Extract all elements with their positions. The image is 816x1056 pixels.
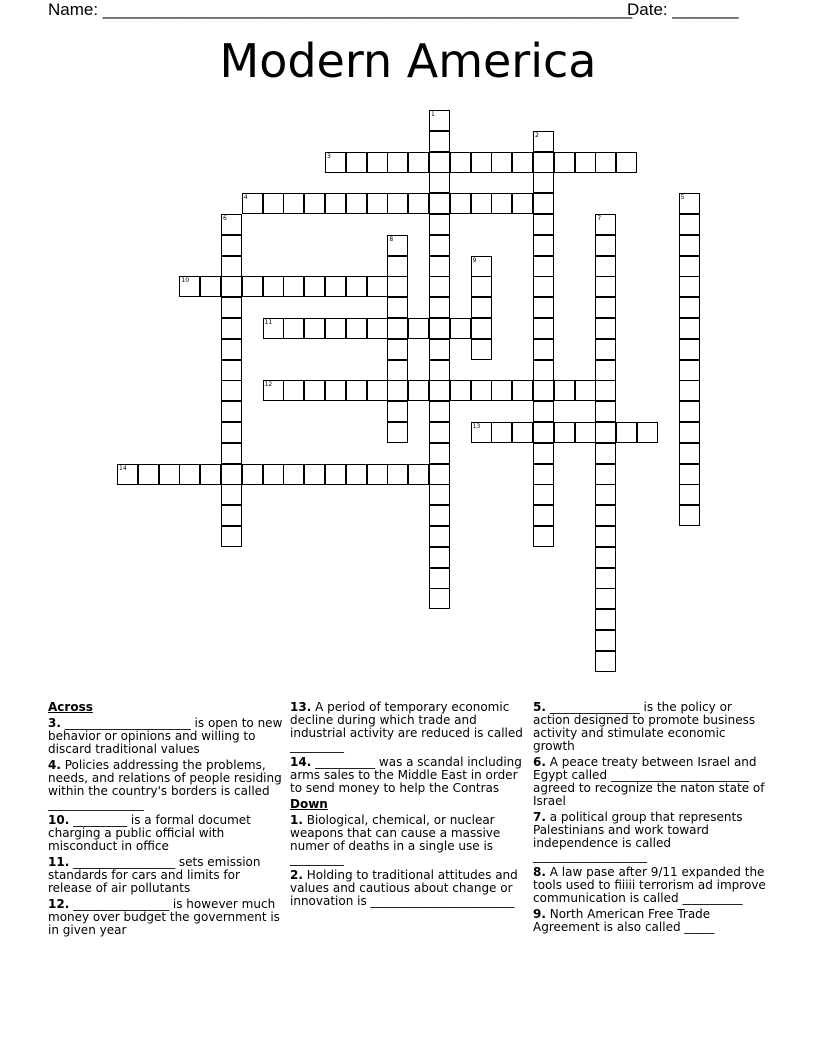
grid-cell[interactable] <box>429 110 450 131</box>
grid-cell[interactable] <box>595 505 616 526</box>
grid-cell[interactable] <box>429 235 450 256</box>
grid-cell[interactable] <box>387 318 408 339</box>
grid-cell[interactable] <box>346 318 367 339</box>
grid-cell[interactable] <box>387 256 408 277</box>
grid-cell[interactable] <box>221 214 242 235</box>
grid-cell[interactable] <box>179 464 200 485</box>
grid-cell[interactable] <box>429 464 450 485</box>
grid-cell[interactable] <box>554 422 575 443</box>
grid-cell[interactable] <box>679 422 700 443</box>
grid-cell[interactable] <box>387 297 408 318</box>
clue-number-13: 13 <box>472 423 481 430</box>
grid-cell[interactable] <box>595 380 616 401</box>
grid-cell[interactable] <box>367 193 388 214</box>
grid-cell[interactable] <box>595 318 616 339</box>
clue-across-3: 3. _____________________ is open to new behavior or opinions and willing to discard traditional values <box>48 716 283 756</box>
grid-cell[interactable] <box>325 193 346 214</box>
grid-cell[interactable] <box>595 256 616 277</box>
grid-cell[interactable] <box>679 297 700 318</box>
grid-cell[interactable] <box>533 235 554 256</box>
grid-cell[interactable] <box>450 152 471 173</box>
grid-cell[interactable] <box>429 318 450 339</box>
grid-cell[interactable] <box>221 443 242 464</box>
grid-cell[interactable] <box>471 318 492 339</box>
grid-cell[interactable] <box>429 484 450 505</box>
grid-cell[interactable] <box>429 568 450 589</box>
grid-cell[interactable] <box>679 380 700 401</box>
grid-cell[interactable] <box>533 526 554 547</box>
grid-cell[interactable] <box>575 380 596 401</box>
grid-cell[interactable] <box>471 256 492 277</box>
grid-cell[interactable] <box>429 360 450 381</box>
grid-cell[interactable] <box>283 276 304 297</box>
grid-cell[interactable] <box>512 193 533 214</box>
across-heading: Across <box>48 700 93 714</box>
grid-cell[interactable] <box>575 152 596 173</box>
across-clue-list <box>48 717 283 937</box>
grid-cell[interactable] <box>471 152 492 173</box>
grid-cell[interactable] <box>325 276 346 297</box>
clue-down-9: 9. North American Free Trade Agreement is also called _____ <box>533 907 715 934</box>
grid-cell[interactable] <box>429 152 450 173</box>
grid-cell[interactable] <box>679 214 700 235</box>
grid-cell[interactable] <box>408 152 429 173</box>
grid-cell[interactable] <box>616 422 637 443</box>
grid-cell[interactable] <box>429 380 450 401</box>
clue-number-8: 8 <box>389 235 394 243</box>
grid-cell[interactable] <box>595 526 616 547</box>
grid-cell[interactable] <box>221 422 242 443</box>
grid-cell[interactable] <box>533 505 554 526</box>
clue-down-8: 8. A law pase after 9/11 expanded the tools used to fiiiii terrorism ad improve communication is called __________ <box>533 865 766 905</box>
clue-number-12: 12 <box>264 381 273 389</box>
grid-cell[interactable] <box>304 380 325 401</box>
grid-cell[interactable] <box>679 443 700 464</box>
clue-across-11: 11. _________________ sets emission standards for cars and limits for release of air pollutants <box>48 855 261 895</box>
grid-cell[interactable] <box>346 193 367 214</box>
clue-across-13: 13. A period of temporary economic decline during which trade and industrial activity are reduced is called _________ <box>290 700 523 753</box>
grid-cell[interactable] <box>221 339 242 360</box>
grid-cell[interactable] <box>325 318 346 339</box>
grid-cell[interactable] <box>491 152 512 173</box>
grid-cell[interactable] <box>533 256 554 277</box>
down-heading: Down <box>290 797 328 811</box>
clue-number-4: 4 <box>243 194 248 202</box>
grid-cell[interactable] <box>512 422 533 443</box>
grid-cell[interactable] <box>387 235 408 256</box>
grid-cell[interactable] <box>533 484 554 505</box>
clue-across-10: 10. _________ is a formal documet charging a public official with misconduct in office <box>48 813 251 853</box>
clue-down-6: 6. A peace treaty between Israel and Egypt called _______________________ agreed to recognize the naton state of Israel <box>533 755 765 808</box>
grid-cell[interactable] <box>595 297 616 318</box>
clues-column-3 <box>533 701 768 934</box>
grid-cell[interactable] <box>595 630 616 651</box>
grid-cell[interactable] <box>595 568 616 589</box>
grid-cell[interactable] <box>429 422 450 443</box>
grid-cell[interactable] <box>595 547 616 568</box>
grid-cell[interactable] <box>471 193 492 214</box>
grid-cell[interactable] <box>679 256 700 277</box>
grid-cell[interactable] <box>117 464 138 485</box>
grid-cell[interactable] <box>221 484 242 505</box>
grid-cell[interactable] <box>595 339 616 360</box>
clue-number-1: 1 <box>431 111 435 118</box>
grid-cell[interactable] <box>304 193 325 214</box>
grid-cell[interactable] <box>367 318 388 339</box>
grid-cell[interactable] <box>471 380 492 401</box>
grid-cell[interactable] <box>471 422 492 443</box>
grid-cell[interactable] <box>471 276 492 297</box>
grid-cell[interactable] <box>387 339 408 360</box>
grid-cell[interactable] <box>346 276 367 297</box>
grid-cell[interactable] <box>304 276 325 297</box>
grid-cell[interactable] <box>533 214 554 235</box>
grid-cell[interactable] <box>367 152 388 173</box>
name-label: Name: <box>48 0 103 19</box>
grid-cell[interactable] <box>450 193 471 214</box>
grid-cell[interactable] <box>554 152 575 173</box>
grid-cell[interactable] <box>595 276 616 297</box>
grid-cell[interactable] <box>429 443 450 464</box>
grid-cell[interactable] <box>637 422 658 443</box>
grid-cell[interactable] <box>554 380 575 401</box>
grid-cell[interactable] <box>325 380 346 401</box>
clue-down-7: 7. a political group that represents Palestinians and work toward independence is called ___________________ <box>533 810 743 863</box>
grid-cell[interactable] <box>533 422 554 443</box>
grid-cell[interactable] <box>595 401 616 422</box>
grid-cell[interactable] <box>595 484 616 505</box>
grid-cell[interactable] <box>346 464 367 485</box>
clue-across-14: 14. __________ was a scandal including arms sales to the Middle East in order to send money to help the Contras <box>290 755 522 795</box>
clue-number-5: 5 <box>680 194 685 202</box>
clue-number-10: 10 <box>181 277 190 285</box>
clue-down-2: 2. Holding to traditional attitudes and values and cautious about change or innovation is ________________________ <box>290 868 518 908</box>
clues-column-2 <box>290 701 525 908</box>
grid-cell[interactable] <box>367 380 388 401</box>
grid-cell[interactable] <box>367 276 388 297</box>
grid-cell[interactable] <box>200 464 221 485</box>
grid-cell[interactable] <box>304 318 325 339</box>
grid-cell[interactable] <box>221 526 242 547</box>
grid-cell[interactable] <box>138 464 159 485</box>
clue-number-9: 9 <box>472 256 477 264</box>
grid-cell[interactable] <box>242 193 263 214</box>
grid-cell[interactable] <box>595 360 616 381</box>
grid-cell[interactable] <box>491 422 512 443</box>
grid-cell[interactable] <box>595 422 616 443</box>
grid-cell[interactable] <box>221 276 242 297</box>
grid-cell[interactable] <box>200 276 221 297</box>
grid-cell[interactable] <box>533 339 554 360</box>
grid-cell[interactable] <box>595 651 616 672</box>
grid-cell[interactable] <box>221 318 242 339</box>
grid-cell[interactable] <box>283 193 304 214</box>
grid-cell[interactable] <box>429 193 450 214</box>
grid-cell[interactable] <box>512 152 533 173</box>
grid-cell[interactable] <box>221 464 242 485</box>
grid-cell[interactable] <box>679 193 700 214</box>
clue-number-6: 6 <box>223 215 227 222</box>
grid-cell[interactable] <box>533 297 554 318</box>
grid-cell[interactable] <box>325 464 346 485</box>
grid-cell[interactable] <box>429 547 450 568</box>
grid-cell[interactable] <box>575 422 596 443</box>
grid-cell[interactable] <box>429 588 450 609</box>
grid-cell[interactable] <box>679 276 700 297</box>
clue-across-12: 12. ________________ is however much money over budget the government is in given year <box>48 897 280 937</box>
grid-cell[interactable] <box>679 401 700 422</box>
grid-cell[interactable] <box>429 276 450 297</box>
grid-cell[interactable] <box>595 609 616 630</box>
grid-cell[interactable] <box>429 256 450 277</box>
grid-cell[interactable] <box>679 464 700 485</box>
grid-cell[interactable] <box>471 297 492 318</box>
grid-cell[interactable] <box>616 152 637 173</box>
grid-cell[interactable] <box>533 193 554 214</box>
name-line[interactable] <box>48 0 632 20</box>
grid-cell[interactable] <box>179 276 200 297</box>
grid-cell[interactable] <box>387 152 408 173</box>
clue-down-5: 5. _______________ is the policy or action designed to promote business activity and stimulate economic growth <box>533 700 756 753</box>
grid-cell[interactable] <box>450 318 471 339</box>
grid-cell[interactable] <box>533 464 554 485</box>
grid-cell[interactable] <box>595 464 616 485</box>
grid-cell[interactable] <box>533 152 554 173</box>
grid-cell[interactable] <box>387 401 408 422</box>
grid-cell[interactable] <box>595 588 616 609</box>
grid-cell[interactable] <box>512 380 533 401</box>
grid-cell[interactable] <box>533 131 554 152</box>
grid-cell[interactable] <box>221 505 242 526</box>
grid-cell[interactable] <box>242 464 263 485</box>
grid-cell[interactable] <box>221 256 242 277</box>
grid-cell[interactable] <box>533 318 554 339</box>
grid-cell[interactable] <box>533 380 554 401</box>
clue-across-4: 4. Policies addressing the problems, needs, and relations of people residing within the country's borders is called ________________ <box>48 758 282 811</box>
grid-cell[interactable] <box>221 297 242 318</box>
grid-cell[interactable] <box>679 484 700 505</box>
grid-cell[interactable] <box>429 214 450 235</box>
grid-cell[interactable] <box>408 193 429 214</box>
grid-cell[interactable] <box>679 360 700 381</box>
grid-cell[interactable] <box>595 235 616 256</box>
grid-cell[interactable] <box>221 401 242 422</box>
clue-number-2: 2 <box>535 131 539 139</box>
grid-cell[interactable] <box>221 235 242 256</box>
grid-cell[interactable] <box>429 401 450 422</box>
grid-cell[interactable] <box>408 464 429 485</box>
grid-cell[interactable] <box>429 339 450 360</box>
grid-cell[interactable] <box>679 318 700 339</box>
grid-cell[interactable] <box>283 380 304 401</box>
grid-cell[interactable] <box>263 464 284 485</box>
grid-cell[interactable] <box>533 401 554 422</box>
grid-cell[interactable] <box>429 505 450 526</box>
grid-cell[interactable] <box>221 360 242 381</box>
grid-cell[interactable] <box>221 380 242 401</box>
grid-cell[interactable] <box>429 131 450 152</box>
grid-cell[interactable] <box>679 505 700 526</box>
grid-cell[interactable] <box>450 380 471 401</box>
grid-cell[interactable] <box>346 380 367 401</box>
grid-cell[interactable] <box>533 360 554 381</box>
grid-cell[interactable] <box>263 276 284 297</box>
grid-cell[interactable] <box>283 464 304 485</box>
grid-cell[interactable] <box>533 443 554 464</box>
grid-cell[interactable] <box>387 464 408 485</box>
grid-cell[interactable] <box>387 193 408 214</box>
clue-number-3: 3 <box>327 152 331 160</box>
grid-cell[interactable] <box>679 339 700 360</box>
grid-cell[interactable] <box>387 276 408 297</box>
grid-cell[interactable] <box>408 318 429 339</box>
grid-cell[interactable] <box>471 339 492 360</box>
grid-cell[interactable] <box>533 276 554 297</box>
grid-cell[interactable] <box>408 380 429 401</box>
grid-cell[interactable] <box>491 380 512 401</box>
name-blank[interactable]: ________________________________________________________ <box>102 0 633 19</box>
grid-cell[interactable] <box>387 360 408 381</box>
grid-cell[interactable] <box>387 422 408 443</box>
grid-cell[interactable] <box>263 380 284 401</box>
grid-cell[interactable] <box>242 276 263 297</box>
grid-cell[interactable] <box>491 193 512 214</box>
grid-cell[interactable] <box>283 318 304 339</box>
date-label: Date: <box>627 0 673 19</box>
grid-cell[interactable] <box>263 318 284 339</box>
page-title: Modern America <box>219 34 597 88</box>
grid-cell[interactable] <box>304 464 325 485</box>
grid-cell[interactable] <box>325 152 346 173</box>
grid-cell[interactable] <box>533 172 554 193</box>
grid-cell[interactable] <box>367 464 388 485</box>
grid-cell[interactable] <box>429 297 450 318</box>
date-blank[interactable]: _______ <box>672 0 739 19</box>
grid-cell[interactable] <box>595 443 616 464</box>
grid-cell[interactable] <box>346 152 367 173</box>
clue-number-7: 7 <box>597 215 602 222</box>
grid-cell[interactable] <box>595 214 616 235</box>
grid-cell[interactable] <box>595 152 616 173</box>
clue-number-14: 14 <box>119 464 127 472</box>
grid-cell[interactable] <box>679 235 700 256</box>
clues-column-1 <box>48 701 283 937</box>
grid-cell[interactable] <box>429 172 450 193</box>
grid-cell[interactable] <box>159 464 180 485</box>
grid-cell[interactable] <box>429 526 450 547</box>
grid-cell[interactable] <box>263 193 284 214</box>
clue-number-11: 11 <box>264 319 273 326</box>
date-line[interactable] <box>627 0 739 20</box>
clue-down-1: 1. Biological, chemical, or nuclear weapons that can cause a massive numer of deaths in a single use is _________ <box>290 813 501 866</box>
grid-cell[interactable] <box>387 380 408 401</box>
